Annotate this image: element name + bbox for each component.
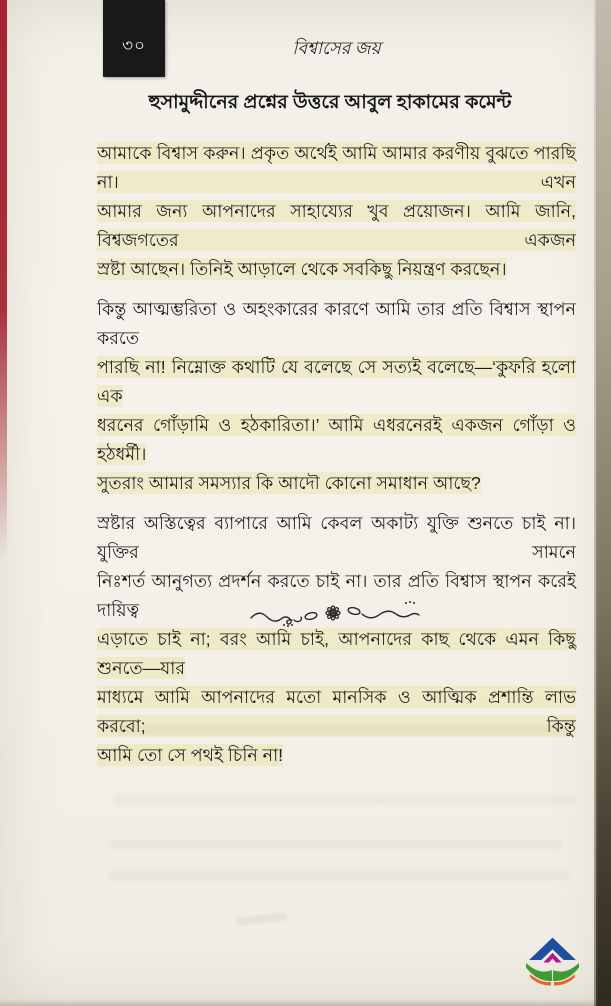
text-line: স্রষ্টা আছেন। তিনিই আড়ালে থেকে সবকিছু নিয়ন্ত্রণ করছেন। xyxy=(97,259,507,279)
paragraph xyxy=(97,295,576,498)
text-line: আমি তো সে পথই চিনি না! xyxy=(97,745,284,765)
page-number: ৩০ xyxy=(121,35,147,55)
text-line: ধরনের গোঁড়ামি ও হঠকারিতা।’ আমি এধরনেরই একজন গোঁড়া ও হঠধর্মী। xyxy=(97,415,576,464)
page-edge-shadow-inner xyxy=(594,0,598,1006)
text-line: স্রষ্টার অস্তিত্বের ব্যাপারে আমি কেবল অকাট্য যুক্তি শুনতে চাই না। যুক্তির সামনে xyxy=(97,513,576,562)
logo-book-right-green xyxy=(553,963,579,981)
chapter-heading: হুসামুদ্দীনের প্রশ্নের উত্তরে আবুল হাকামের কমেন্ট xyxy=(148,92,512,113)
publisher-logo-icon xyxy=(524,936,581,988)
text-line: সুতরাং আমার সমস্যার কি আদৌ কোনো সমাধান আছে? xyxy=(97,473,481,493)
text-line: মাধ্যমে আমি আপনাদের মতো মানসিক ও আত্মিক প্রশান্তি লাভ করবো; কিন্তু xyxy=(97,687,576,736)
bleed-through-line xyxy=(108,840,563,850)
text-line: এড়াতে চাই না; বরং আমি চাই, আপনাদের কাছ থেকে এমন কিছু শুনতে—যার xyxy=(97,629,576,678)
flower-ornament xyxy=(326,606,340,620)
running-head: বিশ্বাসের জয় xyxy=(292,38,381,58)
text-line: আমার জন্য আপনাদের সাহায্যের খুব প্রয়োজন। আমি জানি, বিশ্বজগতের একজন xyxy=(97,201,576,250)
text-line: আমাকে বিশ্বাস করুন। প্রকৃত অর্থেই আমি আমার করণীয় বুঝতে পারছি না। এখন xyxy=(97,143,576,192)
ink-smudge xyxy=(236,912,289,925)
bottom-edge-shadow xyxy=(0,999,611,1006)
logo-book-left-green xyxy=(526,963,552,981)
book-cover-edge xyxy=(0,0,7,560)
text-line: পারছি না! নিম্নোক্ত কথাটি যে বলেছে সে সত্যই বলেছে—‘কুফরি হলো এক xyxy=(97,357,576,406)
page-edge-shadow xyxy=(596,0,611,1006)
paragraph xyxy=(97,139,576,284)
bleed-through-line xyxy=(112,795,577,805)
flourish-divider-icon xyxy=(248,594,422,636)
body-text xyxy=(97,139,576,781)
bleed-through-line xyxy=(108,724,568,734)
bleed-through-line xyxy=(108,870,570,880)
text-line: কিন্তু আত্মম্ভরিতা ও অহংকারের কারণে আমি তার প্রতি বিশ্বাস স্থাপন করতে xyxy=(97,299,576,348)
text-line: নিঃশর্ত আনুগত্য প্রদর্শন করতে চাই না। তার প্রতি বিশ্বাস স্থাপন করেই দায়িত্ব xyxy=(97,571,576,620)
